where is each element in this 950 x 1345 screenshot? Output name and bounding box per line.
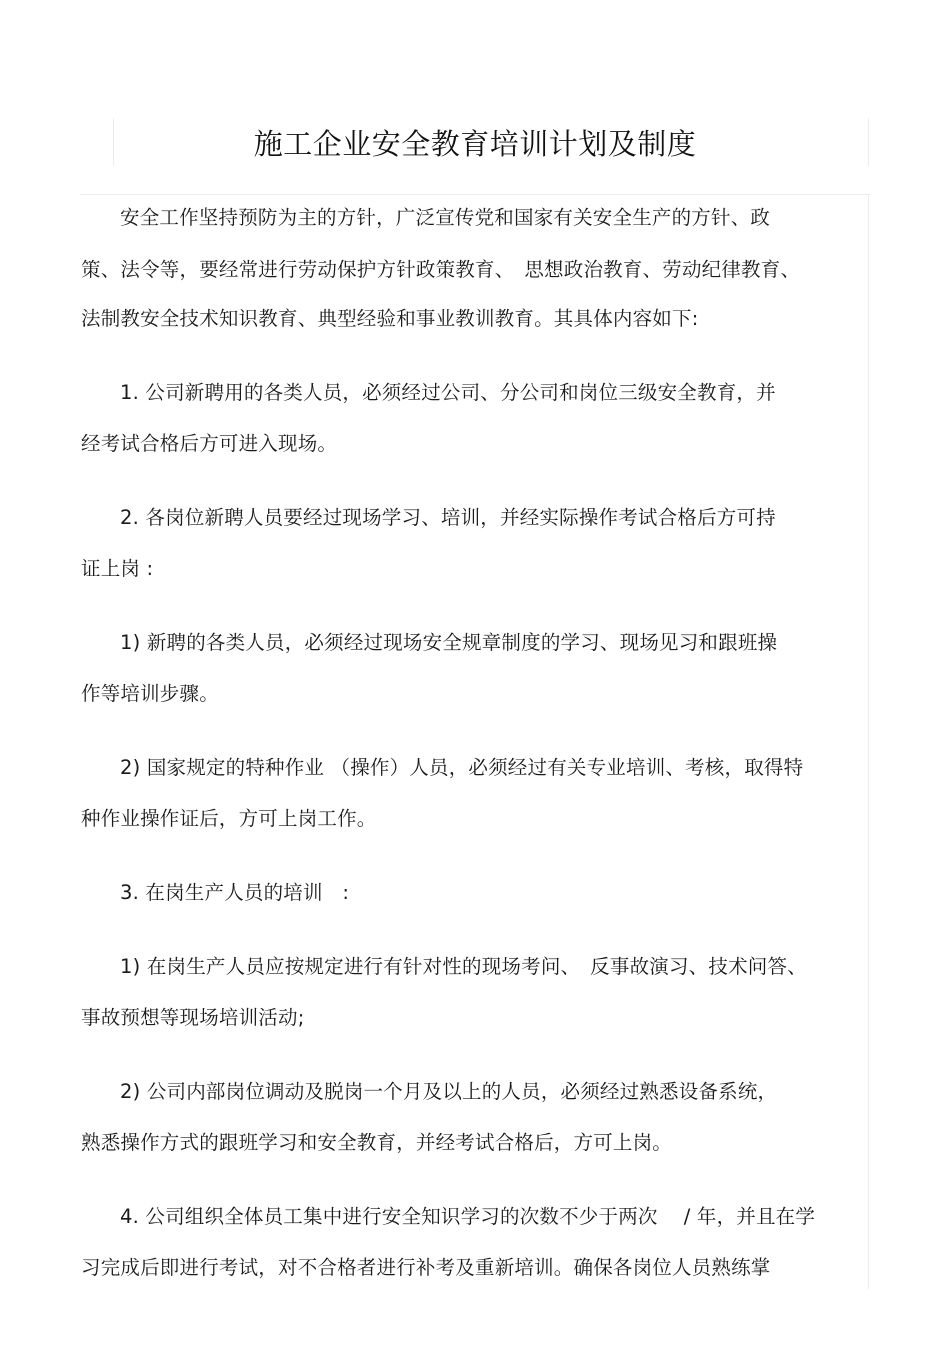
paragraph-line: 3. 在岗生产人员的培训 : <box>120 881 350 904</box>
paragraph-line: 2. 各岗位新聘人员要经过现场学习、培训，并经实际操作考试合格后方可持 <box>120 506 776 529</box>
paragraph-line: 2) 公司内部岗位调动及脱岗一个月及以上的人员，必须经过熟悉设备系统， <box>120 1080 778 1103</box>
paragraph-line: 熟悉操作方式的跟班学习和安全教育，并经考试合格后，方可上岗。 <box>81 1131 673 1154</box>
body-right-border <box>868 194 869 1289</box>
paragraph-line: 策、法令等，要经常进行劳动保护方针政策教育、 思想政治教育、劳动纪律教育、 <box>81 258 801 281</box>
paragraph-line: 种作业操作证后，方可上岗工作。 <box>81 807 377 830</box>
paragraph-line: 1) 新聘的各类人员，必须经过现场安全规章制度的学习、现场见习和跟班操 <box>120 631 778 654</box>
paragraph-line: 法制教安全技术知识教育、典型经验和事业教训教育。其具体内容如下: <box>81 307 699 330</box>
paragraph-line: 2) 国家规定的特种作业 （操作）人员，必须经过有关专业培训、考核，取得特 <box>120 756 804 779</box>
paragraph-line: 作等培训步骤。 <box>81 682 219 705</box>
paragraph-line: 1) 在岗生产人员应按规定进行有针对性的现场考问、 反事故演习、技术问答、 <box>120 955 807 978</box>
paragraph-line: 4. 公司组织全体员工集中进行安全知识学习的次数不少于两次 / 年，并且在学 <box>120 1205 816 1228</box>
paragraph-line: 证上岗 : <box>81 557 154 580</box>
paragraph-line: 1. 公司新聘用的各类人员，必须经过公司、分公司和岗位三级安全教育，并 <box>120 381 776 404</box>
paragraph-line: 安全工作坚持预防为主的方针，广泛宣传党和国家有关安全生产的方针、政 <box>120 206 771 229</box>
paragraph-line: 事故预想等现场培训活动; <box>81 1006 305 1029</box>
document-title: 施工企业安全教育培训计划及制度 <box>253 127 697 161</box>
paragraph-line: 经考试合格后方可进入现场。 <box>81 432 338 455</box>
header-bottom-border <box>80 194 870 195</box>
paragraph-line: 习完成后即进行考试，对不合格者进行补考及重新培训。确保各岗位人员熟练掌 <box>81 1256 771 1279</box>
